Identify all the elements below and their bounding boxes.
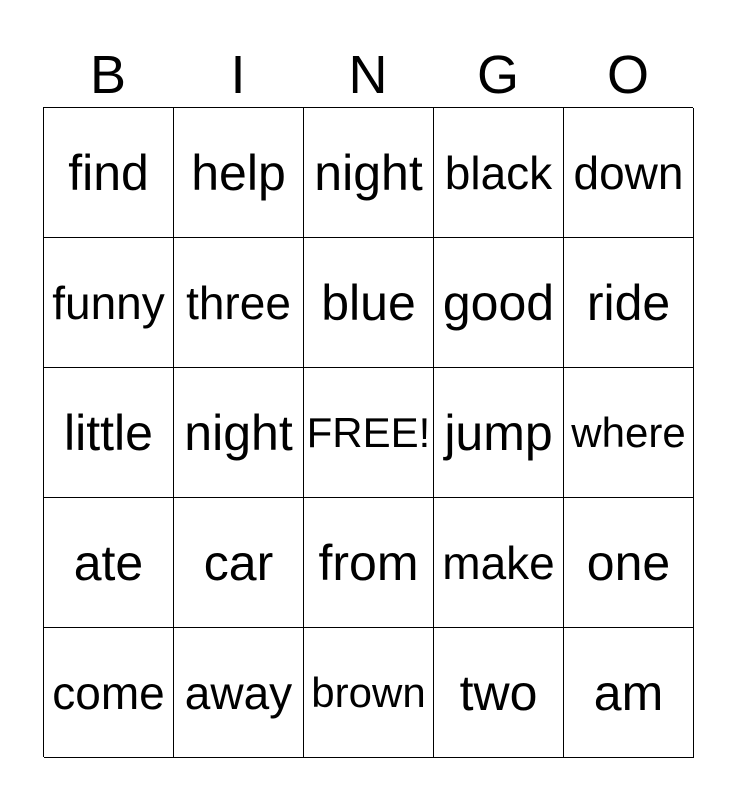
bingo-cell: ride [564,238,694,368]
header-letter-o: O [606,45,649,105]
bingo-cell: one [564,498,694,628]
bingo-cell: help [174,108,304,238]
bingo-cell: ate [44,498,174,628]
bingo-cell: come [44,628,174,758]
bingo-cell: find [44,108,174,238]
bingo-cell: little [44,368,174,498]
bingo-cell: where [564,368,694,498]
header-letter-n: N [348,45,388,105]
bingo-cell: night [174,368,304,498]
bingo-cell: brown [304,628,434,758]
bingo-cell: three [174,238,304,368]
bingo-card-grid [43,107,693,757]
free-space-cell: FREE! [304,368,434,498]
bingo-cell: black [434,108,564,238]
header-letter-i: I [230,45,246,105]
bingo-cell: funny [44,238,174,368]
bingo-cell: down [564,108,694,238]
header-letter-g: G [476,45,519,105]
bingo-cell: away [174,628,304,758]
header-letter-b: B [89,45,127,105]
bingo-cell: make [434,498,564,628]
bingo-cell: good [434,238,564,368]
bingo-header [43,44,693,106]
bingo-cell: am [564,628,694,758]
bingo-cell: blue [304,238,434,368]
bingo-cell: night [304,108,434,238]
bingo-cell: from [304,498,434,628]
bingo-cell: jump [434,368,564,498]
bingo-cell: two [434,628,564,758]
bingo-cell: car [174,498,304,628]
